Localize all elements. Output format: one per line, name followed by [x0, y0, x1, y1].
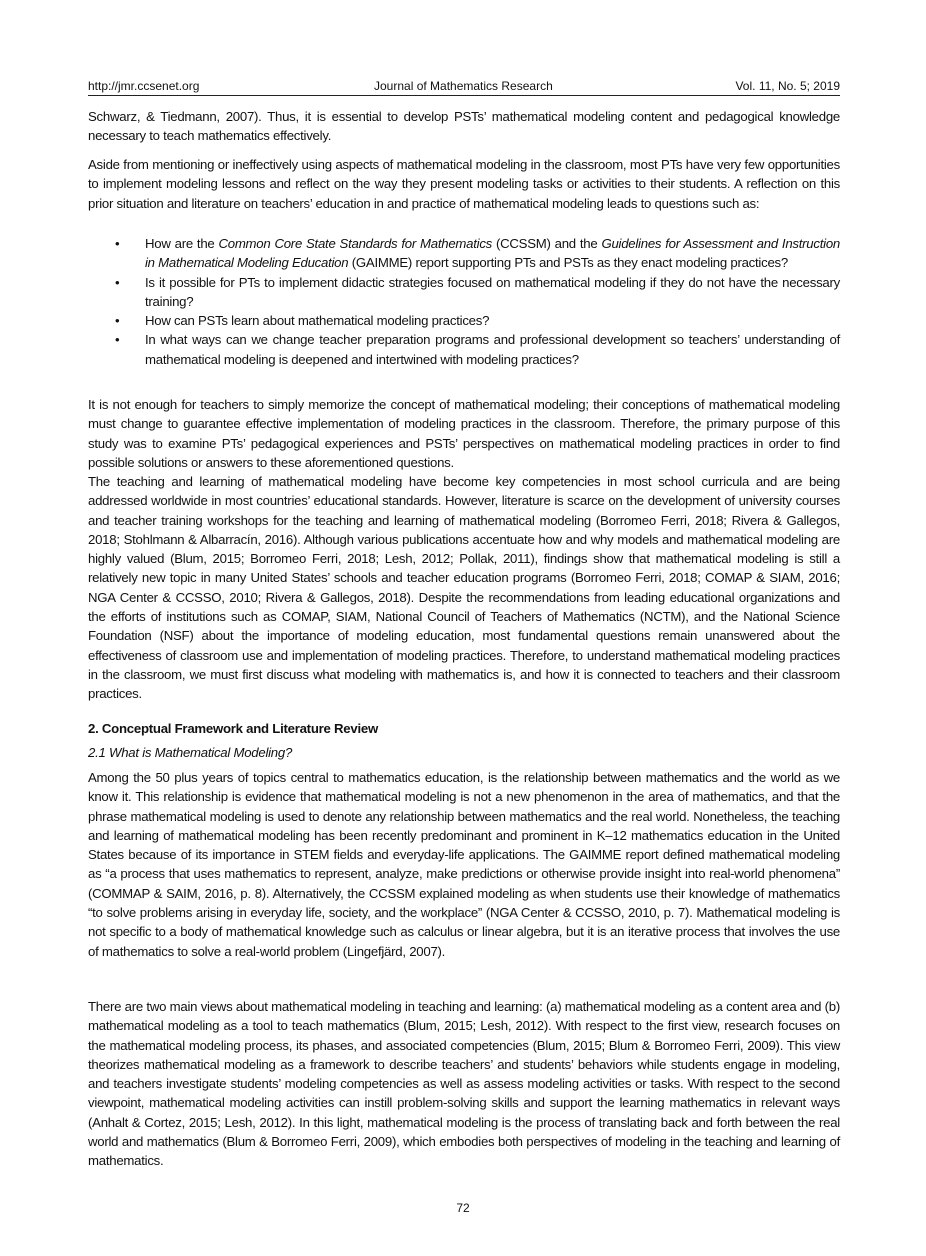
list-item — [88, 311, 840, 330]
bullet-icon: • — [115, 236, 120, 251]
paragraph-text: It is not enough for teachers to simply memorize the concept of mathematical modeling; their conceptions of mathematical modeling must change to guarantee effective implementation of modeling practices in the classroom. Therefore, the primary purpose of this study was to examine PTs’ pedagogical experiences and PSTs’ perspectives on mathematical modeling practices in order to find possible solutions or answers to these aforementioned questions. — [88, 397, 840, 470]
paragraph-4 — [88, 472, 840, 704]
bullet-icon: • — [115, 274, 120, 290]
journal-title: Journal of Mathematics Research — [374, 79, 553, 93]
paragraph-3 — [88, 395, 840, 472]
text: Is it possible for PTs to implement didactic strategies focused on mathematical modeling if they do not have the necessary training? — [145, 274, 840, 309]
text: (GAIMME) report supporting PTs and PSTs as they enact modeling practices? — [348, 255, 788, 271]
text: How are the — [145, 236, 219, 251]
list-item — [88, 234, 840, 273]
paragraph-1 — [88, 107, 840, 146]
paragraph-6 — [88, 997, 840, 1171]
paragraph-text: Aside from mentioning or ineffectively using aspects of mathematical modeling in the classroom, most PTs have very few opportunities to implement modeling lessons and reflect on the way they present modeling tasks or activities to their students. A reflection on this prior situation and literature on teachers’ education in and practice of mathematical modeling leads to questions such as: — [88, 157, 840, 211]
volume-info: Vol. 11, No. 5; 2019 — [735, 79, 840, 93]
section-heading: 2. Conceptual Framework and Literature Review — [88, 721, 378, 736]
journal-url: http://jmr.ccsenet.org — [88, 79, 200, 93]
list-item — [88, 330, 840, 369]
paragraph-5 — [88, 768, 840, 961]
bullet-icon: • — [115, 313, 120, 329]
paragraph-text: Schwarz, & Tiedmann, 2007). Thus, it is essential to develop PSTs’ mathematical modeling content and pedagogical knowledge necessary to teach mathematics effectively. — [88, 109, 840, 144]
paragraph-text: Among the 50 plus years of topics central to mathematics education, is the relationship between mathematics and the world as we know it. This relationship is evidence that mathematical modeling is not a new phenomenon in the area of mathematics, and that the phrase mathematical modeling is used to denote any relationship between mathematics and the real world. Nonetheless, the teaching and learning of mathematical modeling has been recently predominant and prominent in K–12 mathematics education in the United States because of its importance in STEM fields and everyday-life applications. The GAIMME report defined mathematical modeling as “a process that uses mathematics to represent, analyze, make predictions or otherwise provide insight into real-world phenomena” (COMMAP & SAIM, 2016, p. 8). Alternatively, the CCSSM explained modeling as when students use their knowledge of mathematics “to solve problems arising in everyday life, society, and the workplace” (NGA Center & CCSSO, 2010, p. 7). Mathematical modeling is not specific to a body of mathematical knowledge such as calculus or linear algebra, but it is an iterative process that involves the use of mathematics to solve a real-world problem (Lingefjärd, 2007). — [88, 770, 840, 959]
list-item — [88, 273, 840, 312]
text: Guidelines for Assessment and Instruction in Mathematical Modeling Education — [145, 236, 840, 271]
running-header — [88, 77, 840, 96]
paragraph-text: There are two main views about mathematical modeling in teaching and learning: (a) mathematical modeling as a content area and (b) mathematical modeling as a tool to teach mathematics (Blum, 2015; Lesh, 2012). With respect to the first view, research focuses on the mathematical modeling process, its phases, and associated competencies (Blum, 2015; Blum & Borromeo Ferri, 2009). This view theorizes mathematical modeling as a framework to describe teachers’ and students’ behaviors while students engage in modeling, and teachers investigate students’ modeling competencies as well as assess modeling activities or tasks. With respect to the second viewpoint, mathematical modeling activities can instill problem-solving skills and support the learning mathematics in relevant ways (Anhalt & Cortez, 2015; Lesh, 2012). In this light, mathematical modeling is the process of translating back and forth between the real world and mathematics (Blum & Borromeo Ferri, 2009), which embodies both perspectives of modeling in the teaching and learning of mathematics. — [88, 999, 840, 1169]
text: Common Core State Standards for Mathematics — [218, 236, 493, 251]
page-number: 72 — [456, 1201, 470, 1215]
text: In what ways can we change teacher preparation programs and professional development so teachers’ understanding of mathematical modeling is deepened and intertwined with modeling practices? — [145, 332, 840, 367]
subsection-heading: 2.1 What is Mathematical Modeling? — [88, 745, 293, 760]
text: (CCSSM) and the — [492, 236, 602, 251]
paragraph-2 — [88, 155, 840, 213]
bullet-icon: • — [115, 332, 120, 348]
paragraph-text: The teaching and learning of mathematical modeling have become key competencies in most school curricula and are being addressed worldwide in most countries’ educational standards. However, literature is scarce on the development of university courses and teacher training workshops for the teaching and learning of mathematical modeling (Borromeo Ferri, 2018; Rivera & Gallegos, 2018; Stohlmann & Albarracín, 2016). Although various publications accentuate how and why models and mathematical modeling are highly valued (Blum, 2015; Borromeo Ferri, 2018; Lesh, 2012; Pollak, 2011), findings show that mathematical modeling is still a relatively new topic in many United States’ schools and teacher education programs (Borromeo Ferri, 2018; COMAP & SIAM, 2016; NGA Center & CCSSO, 2010; Rivera & Gallegos, 2018). Despite the recommendations from leading educational organizations and the efforts of institutions such as COMAP, SIAM, National Council of Teachers of Mathematics (NCTM), and the National Science Foundation (NSF) about the importance of modeling education, most fundamental questions remain unanswered about the effectiveness of classroom use and implementation of modeling practices. Therefore, to understand mathematical modeling practices in the classroom, we must first discuss what modeling with mathematics is, and how it is connected to teachers and their classroom practices. — [88, 474, 840, 702]
text: How can PSTs learn about mathematical modeling practices? — [145, 313, 490, 329]
question-list — [88, 234, 840, 369]
